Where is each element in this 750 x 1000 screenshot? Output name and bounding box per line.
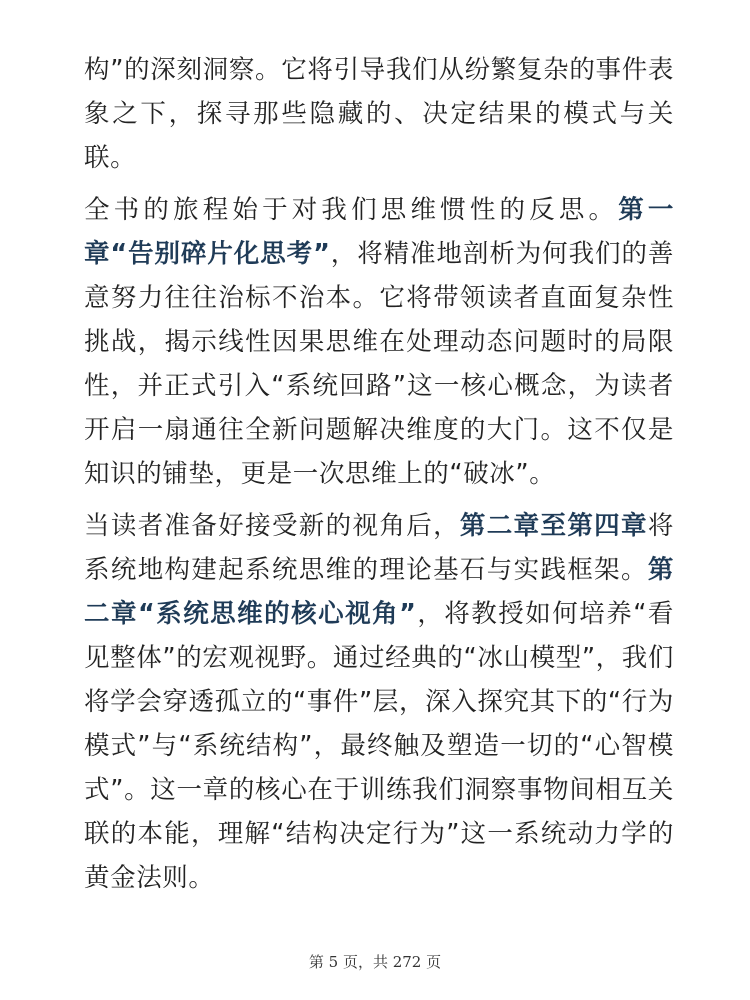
paragraph-text: ，将教授如何培养“看见整体”的宏观视野。通过经典的“冰山模型”，我们将学会穿透孤立的“事件”层，深入探究其下的“行为模式”与“系统结构”，最终触及塑造一切的“心智模式”。这一章的核心在于训练我们洞察事物间相互关联的本能，理解“结构决定行为”这一系统动力学的黄金法则。 [84,599,674,893]
paragraph-text: ，将精准地剖析为何我们的善意努力往往治标不治本。它将带领读者直面复杂性挑战，揭示线性因果思维在处理动态问题时的局限性，并正式引入“系统回路”这一核心概念，为读者开启一扇通往全新问题解决维度的大门。这不仅是知识的铺垫，更是一次思维上的“破冰”。 [84,239,674,489]
chapter-1-title-bold: 第一章“告别碎片化思考” [84,195,674,269]
paragraph-2 [84,188,674,496]
paragraph-3 [84,504,674,900]
paragraph-text: 全书的旅程始于对我们思维惯性的反思。 [84,195,619,225]
paragraph-text: 将系统地构建起系统思维的理论基石与实践框架。 [84,511,674,585]
document-body [84,48,674,908]
paragraph-text: 当读者准备好接受新的视角后， [84,511,460,541]
page-number-footer: 第 5 页，共 272 页 [308,953,442,971]
paragraph-text: 构”的深刻洞察。它将引导我们从纷繁复杂的事件表象之下，探寻那些隐藏的、决定结果的模式与关联。 [84,55,674,173]
chapter-2-title-bold: 第二章“系统思维的核心视角” [84,555,674,629]
chapter-range-bold: 第二章至第四章 [459,511,648,541]
paragraph-1 [84,48,674,180]
